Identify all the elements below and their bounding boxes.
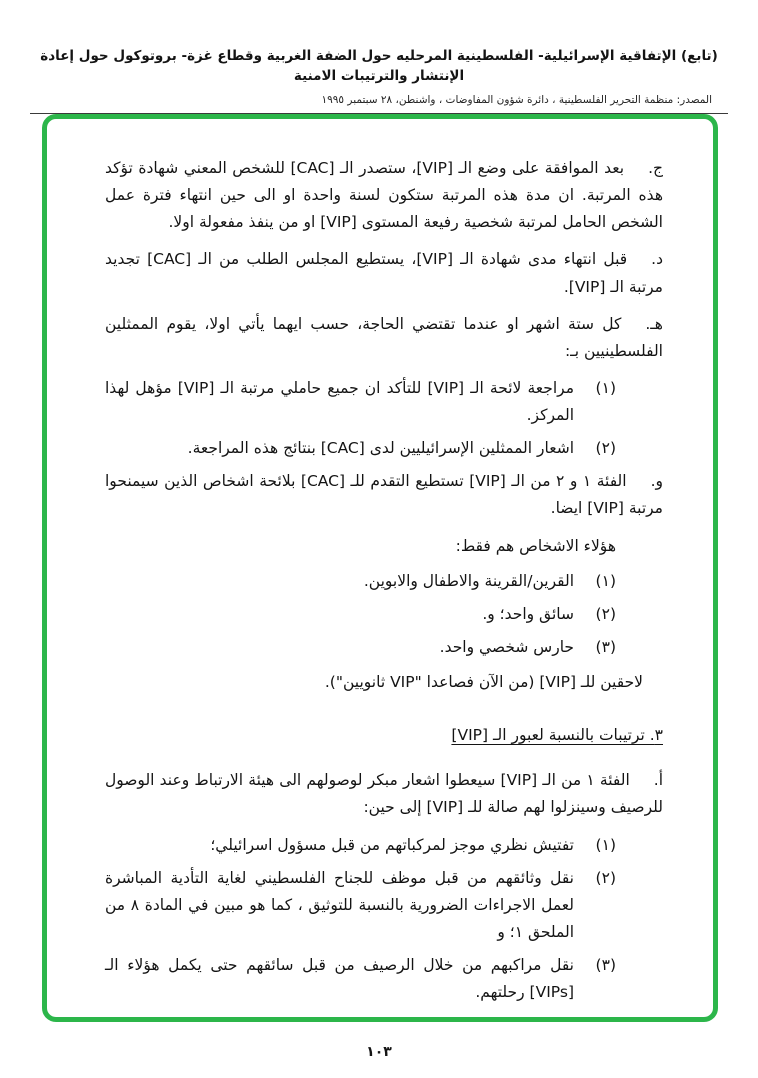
item-text: القرين/القرينة والاطفال والابوين. — [363, 571, 574, 590]
numbered-item — [105, 601, 616, 628]
clause-label: ج. — [648, 159, 663, 177]
page-number: ١٠٣ — [366, 1044, 392, 1060]
item-text: اشعار الممثلين الإسرائيليين لدى [CAC] بنتائج هذه المراجعة. — [187, 439, 574, 458]
clause-waw — [105, 468, 663, 522]
item-text: مراجعة لائحة الـ [VIP] للتأكد ان جميع حاملي مرتبة الـ [VIP] مؤهل لهذا المركز. — [105, 378, 574, 424]
clause-jeem — [105, 155, 663, 236]
numbered-item — [105, 568, 616, 595]
section-heading: ٣. ترتيبات بالنسبة لعبور الـ [VIP] — [451, 726, 663, 745]
clause-dal — [105, 246, 663, 300]
clause-label: و. — [650, 472, 664, 491]
numbered-item — [105, 634, 616, 661]
item-text: نقل وثائقهم من قبل موظف للجناح الفلسطيني لغاية التأدية المباشرة لعمل الاجراءات الضرورية بالنسبة للتوثيق ، كما هو مبين في المادة ٨ من الملحق ١؛ و — [105, 868, 575, 941]
document-body — [47, 119, 713, 1006]
document-source: المصدر: منظمة التحرير الفلسطينية ، دائرة شؤون المفاوضات ، واشنطن، ٢٨ سبتمبر ١٩٩٥ — [321, 93, 712, 106]
item-text: سائق واحد؛ و. — [482, 604, 574, 623]
clause-label: د. — [651, 250, 664, 269]
clause-label: هـ. — [645, 314, 663, 333]
item-number: (١) — [595, 835, 616, 854]
item-number: (٣) — [595, 637, 616, 656]
clause-text: بعد الموافقة على وضع الـ [VIP]، ستصدر الـ [CAC] للشخص المعني شهادة تؤكد هذه المرتبة. ان مدة هذه المرتبة ستكون لسنة واحدة او الى حين انتهاء فترة عمل الشخص الحامل لمرتبة شخصية رفيعة المستوى [VIP] او من ينفذ مفعولة اولا. — [105, 159, 663, 232]
item-number: (١) — [595, 378, 616, 397]
clause-alef — [105, 767, 663, 821]
document-title: (تابع) الإتفاقية الإسرائيلية- الفلسطينية المرحليه حول الضفة الغربية وقطاع غزة- بروتوكول حول إعادة الإنتشار والترتيبات الامنية — [40, 48, 718, 85]
green-border-frame — [42, 114, 718, 1022]
document-header — [0, 0, 758, 114]
clause-text: الفئة ١ من الـ [VIP] سيعطوا اشعار مبكر لوصولهم الى هيئة الارتباط وعند الوصول للرصيف وسينزلوا لهم صالة للـ [VIP] إلى حين: — [105, 771, 663, 817]
clause-text: قبل انتهاء مدى شهادة الـ [VIP]، يستطيع المجلس الطلب من الـ [CAC] تجديد مرتبة الـ [VIP]. — [105, 250, 663, 296]
paragraph: لاحقين للـ [VIP] (من الآن فصاعدا "VIP ثانويين"). — [324, 673, 643, 691]
numbered-item — [105, 832, 616, 859]
item-number: (١) — [595, 571, 616, 590]
item-text: حارس شخصي واحد. — [439, 637, 574, 656]
numbered-item — [105, 865, 616, 946]
numbered-item — [105, 952, 616, 1006]
clause-text: الفئة ١ و ٢ من الـ [VIP] تستطيع التقدم للـ [CAC] بلائحة اشخاص الذين سيمنحوا مرتبة [VIP] ايضا. — [105, 472, 663, 518]
item-number: (٢) — [595, 439, 616, 458]
item-text: نقل مراكبهم من خلال الرصيف من قبل سائقهم حتى يكمل هؤلاء الـ [VIPs] رحلتهم. — [105, 956, 574, 1002]
item-text: تفتيش نظري موجز لمركباتهم من قبل مسؤول اسرائيلي؛ — [210, 835, 574, 854]
item-number: (٣) — [595, 956, 616, 974]
numbered-item — [105, 375, 616, 429]
paragraph: هؤلاء الاشخاص هم فقط: — [455, 536, 616, 555]
item-number: (٢) — [595, 868, 616, 887]
clause-label: أ. — [653, 771, 663, 790]
numbered-item — [105, 435, 616, 462]
clause-ha — [105, 311, 663, 365]
clause-text: كل ستة اشهر او عندما تقتضي الحاجة، حسب ايهما يأتي اولا، يقوم الممثلين الفلسطينيين بـ: — [105, 314, 663, 360]
item-number: (٢) — [595, 604, 616, 623]
